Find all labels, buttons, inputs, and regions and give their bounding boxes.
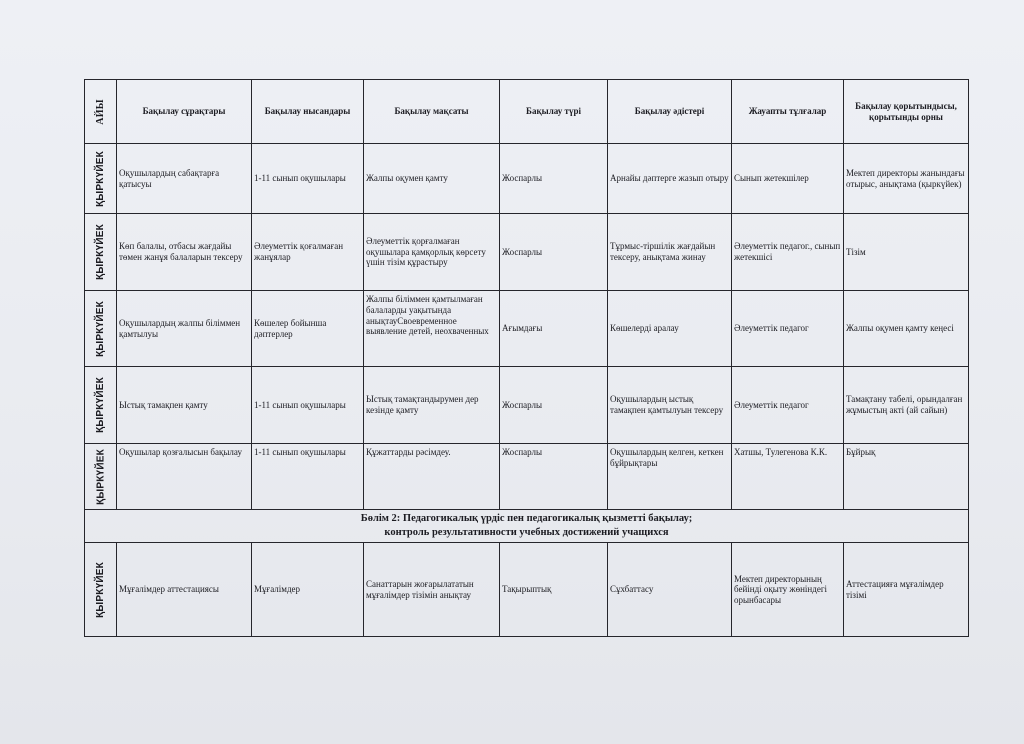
responsible-cell: Әлеуметтік педагог (732, 291, 844, 367)
question-cell: Оқушылар қозғалысын бақылау (117, 444, 252, 510)
header-month: АЙЫ (94, 98, 106, 125)
header-purpose: Бақылау мақсаты (364, 80, 500, 144)
section-2-header-row (85, 510, 969, 543)
question-cell: Ыстық тамақпен қамту (117, 367, 252, 444)
table-row (85, 144, 969, 214)
purpose-cell: Ыстық тамақтандырумен дер кезінде қамту (364, 367, 500, 444)
result-cell: Жалпы оқумен қамту кеңесі (844, 291, 969, 367)
result-cell: Тізім (844, 214, 969, 291)
type-cell: Жоспарлы (500, 144, 608, 214)
responsible-cell: Мектеп директорының бейінді оқыту жөніндегі орынбасары (732, 543, 844, 637)
question-cell: Мұғалімдер аттестациясы (117, 543, 252, 637)
table-row (85, 291, 969, 367)
header-questions: Бақылау сұрақтары (117, 80, 252, 144)
method-cell: Оқушылардың келген, кеткен бұйрықтары (608, 444, 732, 510)
month-cell (85, 214, 117, 291)
method-cell: Тұрмыс-тіршілік жағдайын тексеру, анықтама жинау (608, 214, 732, 291)
type-cell: Жоспарлы (500, 214, 608, 291)
result-cell: Бұйрық (844, 444, 969, 510)
question-cell: Оқушылардың сабақтарға қатысуы (117, 144, 252, 214)
object-cell: Әлеуметтік қоғалмаған жанұялар (252, 214, 364, 291)
purpose-text: Жалпы біліммен қамтылмаған балаларды уақытында анықтауСвоевременное выявление детей, неохваченных (366, 294, 489, 337)
type-cell: Жоспарлы (500, 367, 608, 444)
result-cell: Аттестацияға мұғалімдер тізімі (844, 543, 969, 637)
header-month-cell (85, 80, 117, 144)
month-cell (85, 367, 117, 444)
month-label: ҚЫРКҮЙЕК (94, 561, 106, 618)
method-cell: Сұхбаттасу (608, 543, 732, 637)
object-cell: 1-11 сынып оқушылары (252, 144, 364, 214)
control-plan-table (84, 79, 969, 637)
object-cell: Көшелер бойынша дәптерлер (252, 291, 364, 367)
month-label: ҚЫРКҮЙЕК (94, 224, 106, 280)
month-label: ҚЫРКҮЙЕК (94, 150, 106, 207)
header-row (85, 80, 969, 144)
header-methods: Бақылау әдістері (608, 80, 732, 144)
purpose-cell: Санаттарын жоғарылататын мұғалімдер тізімін анықтау (364, 543, 500, 637)
method-cell: Көшелерді аралау (608, 291, 732, 367)
month-cell (85, 444, 117, 510)
section-2-title (85, 510, 969, 543)
object-cell: 1-11 сынып оқушылары (252, 367, 364, 444)
table-row (85, 214, 969, 291)
question-cell: Көп балалы, отбасы жағдайы төмен жанұя балаларын тексеру (117, 214, 252, 291)
table-row (85, 543, 969, 637)
header-type: Бақылау түрі (500, 80, 608, 144)
section-2-title-line-1: Бөлім 2: Педагогикалық үрдіс пен педагогикалық қызметті бақылау; (360, 513, 693, 524)
month-label: ҚЫРКҮЙЕК (94, 377, 106, 433)
purpose-cell: Жалпы оқумен қамту (364, 144, 500, 214)
responsible-cell: Сынып жетекшілер (732, 144, 844, 214)
purpose-cell: Әлеуметтік қорғалмаған оқушылара қамқорлық көрсету үшін тізім құрастыру (364, 214, 500, 291)
method-cell: Арнайы дәптерге жазып отыру (608, 144, 732, 214)
type-cell: Жоспарлы (500, 444, 608, 510)
section-2-title-line-2: контроль результативности учебных достижений учащихся (384, 527, 669, 539)
purpose-cell (364, 291, 500, 367)
object-cell: 1-11 сынып оқушылары (252, 444, 364, 510)
result-cell: Мектеп директоры жанындағы отырыс, анықтама (қыркүйек) (844, 144, 969, 214)
responsible-cell: Хатшы, Тулегенова К.К. (732, 444, 844, 510)
type-cell: Тақырыптық (500, 543, 608, 637)
responsible-cell: Әлеуметтік педагог (732, 367, 844, 444)
purpose-cell: Құжаттарды рәсімдеу. (364, 444, 500, 510)
header-result: Бақылау қорытындысы, қорытынды орны (844, 80, 969, 144)
object-cell: Мұғалімдер (252, 543, 364, 637)
method-cell: Оқушылардың ыстық тамақпен қамтылуын тексеру (608, 367, 732, 444)
month-cell (85, 291, 117, 367)
month-cell (85, 144, 117, 214)
header-objects: Бақылау нысандары (252, 80, 364, 144)
month-label: ҚЫРКҮЙЕК (95, 448, 106, 505)
result-cell: Тамақтану табелі, орындалған жұмыстың акті (ай сайын) (844, 367, 969, 444)
type-cell: Ағымдағы (500, 291, 608, 367)
header-responsible: Жауапты тұлғалар (732, 80, 844, 144)
month-cell (85, 543, 117, 637)
table-row (85, 444, 969, 510)
month-label: ҚЫРКҮЙЕК (94, 300, 106, 357)
question-cell: Оқушылардың жалпы біліммен қамтылуы (117, 291, 252, 367)
responsible-cell: Әлеуметтік педагог., сынып жетекшісі (732, 214, 844, 291)
table-row (85, 367, 969, 444)
